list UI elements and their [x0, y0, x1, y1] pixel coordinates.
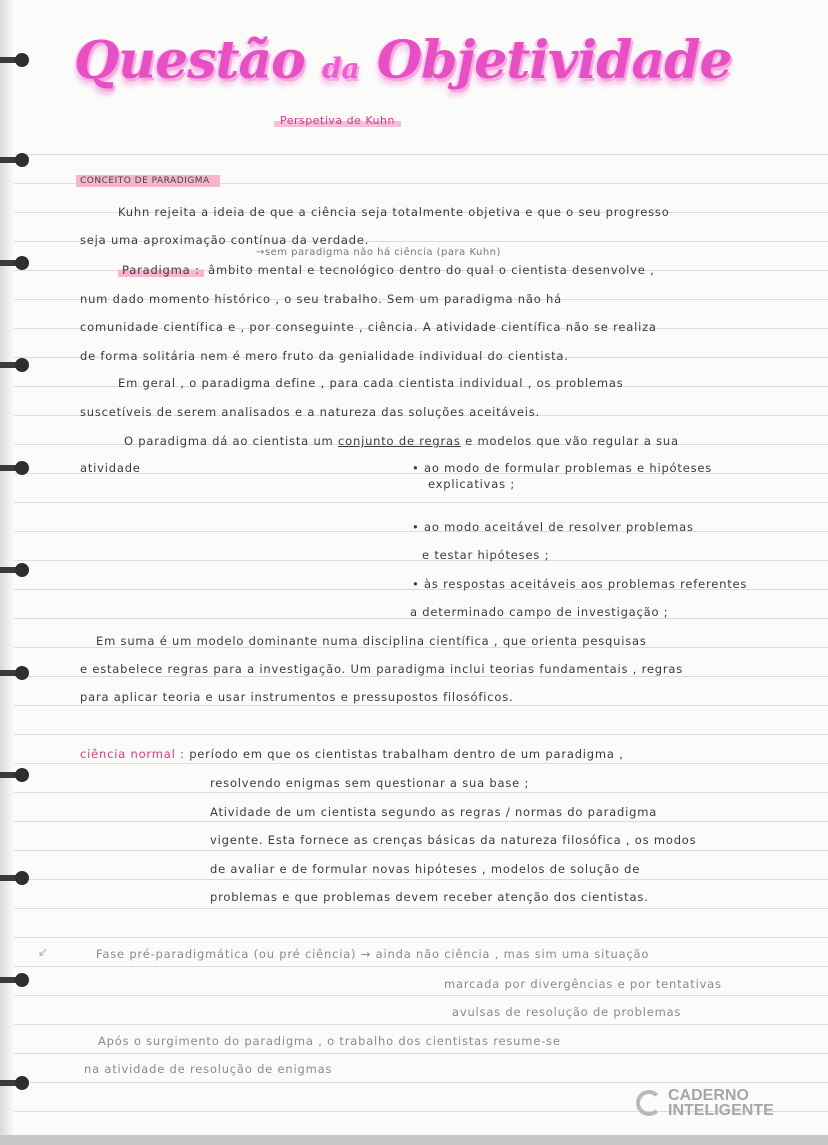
bullet-item-continued: a determinado campo de investigação ;: [410, 605, 669, 619]
text-line: comunidade científica e , por conseguinte , ciência. A atividade científica não se realiza: [80, 320, 657, 334]
binder-ring-icon: [0, 150, 36, 170]
margin-note: →sem paradigma não há ciência (para Kuhn): [256, 247, 501, 258]
binder-ring-icon: [0, 253, 36, 273]
title-main: Questão: [74, 30, 305, 91]
page-bottom-edge: [0, 1135, 828, 1145]
text-line: [118, 263, 655, 277]
title-end: Objetividade: [376, 30, 732, 91]
binder-ring-icon: [0, 765, 36, 785]
page-subtitle: Perspetiva de Kuhn: [274, 114, 401, 127]
page-title: [74, 30, 824, 91]
text-line: problemas e que problemas devem receber atenção dos cientistas.: [210, 890, 649, 904]
text-line: Atividade de um cientista segundo as regras / normas do paradigma: [210, 805, 658, 819]
definition-text: âmbito mental e tecnológico dentro do qual o cientista desenvolve ,: [208, 263, 655, 277]
binder-ring-icon: [0, 970, 36, 990]
faded-text-line: na atividade de resolução de enigmas: [84, 1062, 333, 1076]
text-line: suscetíveis de serem analisados e a natureza das soluções aceitáveis.: [80, 405, 540, 419]
faded-text-line: avulsas de resolução de problemas: [452, 1005, 682, 1019]
text-line: e estabelece regras para a investigação. Um paradigma inclui teorias fundamentais , regras: [80, 662, 684, 676]
bullet-item-continued: explicativas ;: [428, 477, 516, 491]
binder-ring-icon: [0, 355, 36, 375]
logo-line-1: CADERNO: [668, 1087, 749, 1104]
bullet-item: • ao modo aceitável de resolver problemas: [412, 520, 694, 534]
text-line: [124, 434, 679, 448]
text-line: de avaliar e de formular novas hipóteses , modelos de solução de: [210, 862, 641, 876]
logo-text: [668, 1088, 774, 1118]
text-line: num dado momento histórico , o seu trabalho. Sem um paradigma não há: [80, 292, 562, 306]
faded-text-line: marcada por divergências e por tentativas: [444, 977, 722, 991]
faded-text-line: Após o surgimento do paradigma , o trabalho dos cientistas resume-se: [98, 1034, 561, 1048]
underlined-text: conjunto de regras: [338, 434, 461, 448]
binder-ring-icon: [0, 50, 36, 70]
binder-ring-icon: [0, 560, 36, 580]
binder-ring-icon: [0, 1073, 36, 1093]
bullet-item: • ao modo de formular problemas e hipóteses: [412, 461, 713, 475]
binder-ring-icon: [0, 868, 36, 888]
term-paradigma: Paradigma :: [118, 263, 204, 277]
binder-ring-icon: [0, 663, 36, 683]
text-line: seja uma aproximação contínua da verdade.: [80, 233, 370, 247]
bullet-item: • às respostas aceitáveis aos problemas referentes: [412, 577, 748, 591]
faded-text-line: Fase pré-paradigmática (ou pré ciência) → ainda não ciência , mas sim uma situação: [96, 947, 650, 961]
text-line: vigente. Esta fornece as crenças básicas da natureza filosófica , os modos: [210, 833, 697, 847]
text-segment: e modelos que vão regular a sua: [465, 434, 679, 448]
text-line: Em geral , o paradigma define , para cada cientista individual , os problemas: [118, 376, 624, 390]
text-line: Em suma é um modelo dominante numa disciplina científica , que orienta pesquisas: [96, 634, 647, 648]
text-segment: O paradigma dá ao cientista um: [124, 434, 334, 448]
margin-arrow-icon: ↙: [38, 945, 49, 959]
text-line: [80, 747, 624, 761]
section-label: CONCEITO DE PARADIGMA: [76, 175, 220, 187]
text-line: atividade: [80, 461, 141, 475]
text-line: Kuhn rejeita a ideia de que a ciência seja totalmente objetiva e que o seu progresso: [118, 205, 670, 219]
logo-c-icon: [636, 1090, 662, 1116]
text-line: resolvendo enigmas sem questionar a sua base ;: [210, 776, 530, 790]
text-line: de forma solitária nem é mero fruto da genialidade individual do cientista.: [80, 349, 569, 363]
title-connector: da: [321, 52, 360, 85]
text-segment: período em que os cientistas trabalham dentro de um paradigma ,: [189, 747, 624, 761]
term-ciencia-normal: ciência normal :: [80, 747, 185, 761]
bullet-item-continued: e testar hipóteses ;: [422, 548, 550, 562]
binder-ring-icon: [0, 458, 36, 478]
brand-logo: [636, 1088, 774, 1118]
logo-line-2: INTELIGENTE: [668, 1102, 774, 1119]
text-line: para aplicar teoria e usar instrumentos e pressupostos filosóficos.: [80, 690, 514, 704]
